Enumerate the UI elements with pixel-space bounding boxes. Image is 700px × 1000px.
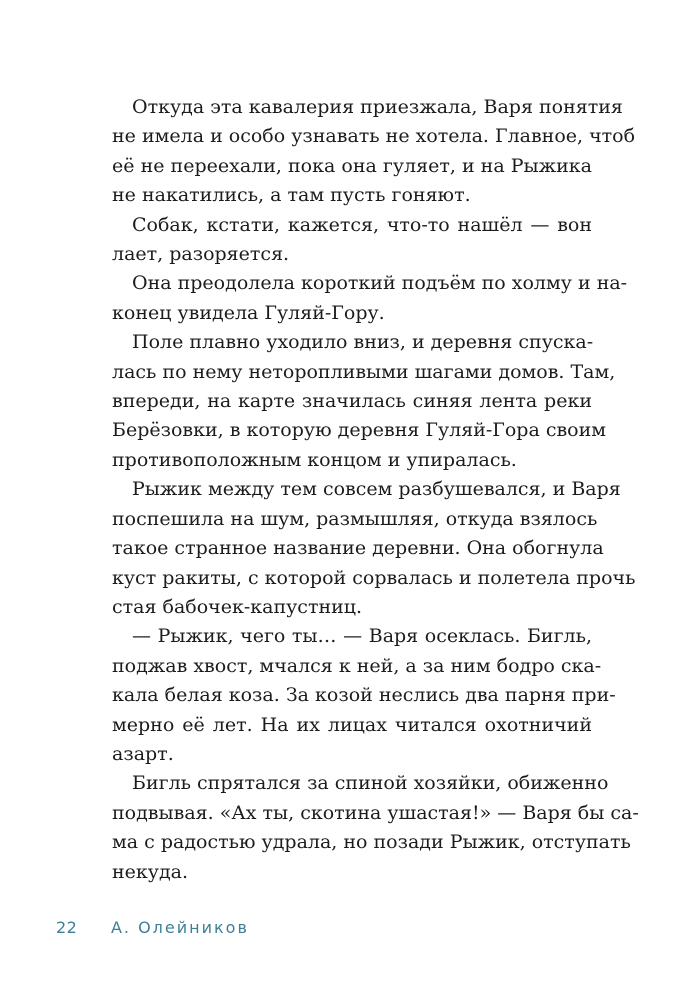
text-line: лась по нему неторопливыми шагами домов. Там,	[112, 360, 616, 383]
text-line: поджав хвост, мчался к ней, а за ним бодро ска-	[112, 654, 602, 677]
text-line: её не переехали, пока она гуляет, и на Рыжика	[112, 154, 592, 177]
text-line: поспешила на шум, размышляя, откуда взялось	[112, 507, 598, 530]
paragraph	[112, 622, 616, 769]
paragraph	[112, 328, 616, 475]
text-line: Берёзовки, в которую деревня Гуляй-Гора своим	[112, 419, 607, 442]
text-line: стая бабочек-капустниц.	[112, 595, 363, 618]
text-line: Собак, кстати, кажется, что-то нашёл — вон	[132, 213, 592, 236]
running-footer-author: А. Олейников	[110, 918, 249, 937]
paragraph	[112, 269, 628, 328]
text-line: подвывая. «Ах ты, скотина ушастая!» — Варя бы са-	[112, 801, 639, 824]
text-line: — Рыжик, чего ты… — Варя осеклась. Бигль,	[132, 625, 592, 648]
text-line: куст ракиты, с которой сорвалась и полетела прочь	[112, 566, 636, 589]
body-text	[112, 93, 639, 887]
text-line: мерно её лет. На их лицах читался охотничий	[112, 713, 592, 736]
page-footer	[56, 918, 249, 937]
text-line: Откуда эта кавалерия приезжала, Варя понятия	[132, 96, 623, 118]
text-line: конец увидела Гуляй-Гору.	[112, 301, 385, 324]
paragraph	[112, 769, 639, 887]
text-line: кала белая коза. За козой неслись два парня при-	[112, 684, 616, 707]
text-line: не накатились, а там пусть гоняют.	[112, 184, 471, 207]
text-line: Она преодолела короткий подъём по холму и на-	[132, 272, 628, 295]
page-number: 22	[56, 918, 78, 937]
text-line: впереди, на карте значилась синяя лента реки	[112, 390, 592, 413]
paragraph	[112, 475, 636, 622]
text-line: не имела и особо узнавать не хотела. Главное, чтоб	[112, 125, 636, 148]
text-line: Бигль спрятался за спиной хозяйки, обиженно	[132, 772, 609, 795]
text-line: азарт.	[112, 742, 174, 765]
text-line: лает, разоряется.	[112, 243, 290, 266]
text-line: противоположным концом и упиралась.	[112, 448, 517, 471]
paragraph	[112, 211, 592, 270]
text-line: такое странное название деревни. Она обогнула	[112, 537, 604, 560]
text-line: некуда.	[112, 860, 189, 883]
paragraph	[112, 93, 636, 211]
text-line: Поле плавно уходило вниз, и деревня спуска-	[132, 331, 594, 354]
text-line: ма с радостью удрала, но позади Рыжик, отступать	[112, 831, 631, 854]
text-line: Рыжик между тем совсем разбушевался, и Варя	[132, 478, 621, 501]
